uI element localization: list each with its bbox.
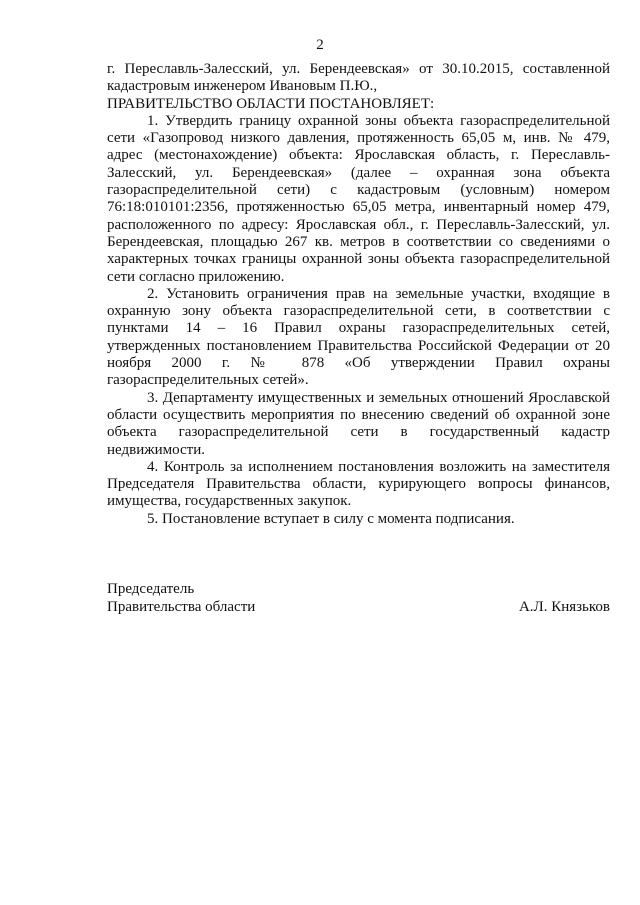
decree-point-2: 2. Установить ограничения прав на земельные участки, входящие в охранную зону объекта газораспределительной сети, в соответствии с пунктами 14 – 16 Правил охраны газораспределительных сетей, утвержденных постановлением Правительства Российской Федерации от 20 ноября 2000 г. № 878 «Об утверждении Правил охраны газораспределительных сетей».: [107, 285, 610, 389]
signatory-title-line2: Правительства области: [107, 599, 256, 615]
signature-block: [107, 580, 610, 616]
decree-point-4: 4. Контроль за исполнением постановления возложить на заместителя Председателя Правительства области, курирующего вопросы финансов, имущества, государственных закупок.: [107, 458, 610, 510]
decree-point-5: 5. Постановление вступает в силу с момента подписания.: [147, 510, 515, 527]
intro-paragraph: г. Переславль-Залесский, ул. Берендеевская» от 30.10.2015, составленной кадастровым инженером Ивановым П.Ю.,: [107, 61, 610, 95]
decree-point-1: 1. Утвердить границу охранной зоны объекта газораспределительной сети «Газопровод низкого давления, протяженность 65,05 м, инв. № 479, адрес (местонахождение) объекта: Ярославская область, г. Переславль-Залесский, ул. Берендеевская» (далее – охранная зона объекта газораспределительной сети) с кадастровым (условным) номером 76:18:010101:2356, протяженностью 65,05 метра, инвентарный номер 479, расположенного по адресу: Ярославская обл., г. Переславль-Залесский, ул. Берендеевская, площадью 267 кв. метров в соответствии со сведениями о характерных точках границы охранной зоны объекта газораспределительной сети согласно приложению.: [107, 112, 610, 285]
decree-point-3: 3. Департаменту имущественных и земельных отношений Ярославской области осуществить мероприятия по внесению сведений об охранной зоне объекта газораспределительной сети в государственный кадастр недвижимости.: [107, 389, 610, 458]
signatory-name: А.Л. Князьков: [518, 599, 610, 615]
decree-heading: ПРАВИТЕЛЬСТВО ОБЛАСТИ ПОСТАНОВЛЯЕТ:: [107, 95, 435, 112]
document-body: [107, 61, 610, 528]
page-number: 2: [316, 37, 324, 53]
signature-row: [107, 598, 610, 616]
signatory-title-line1: Председатель: [107, 581, 195, 597]
